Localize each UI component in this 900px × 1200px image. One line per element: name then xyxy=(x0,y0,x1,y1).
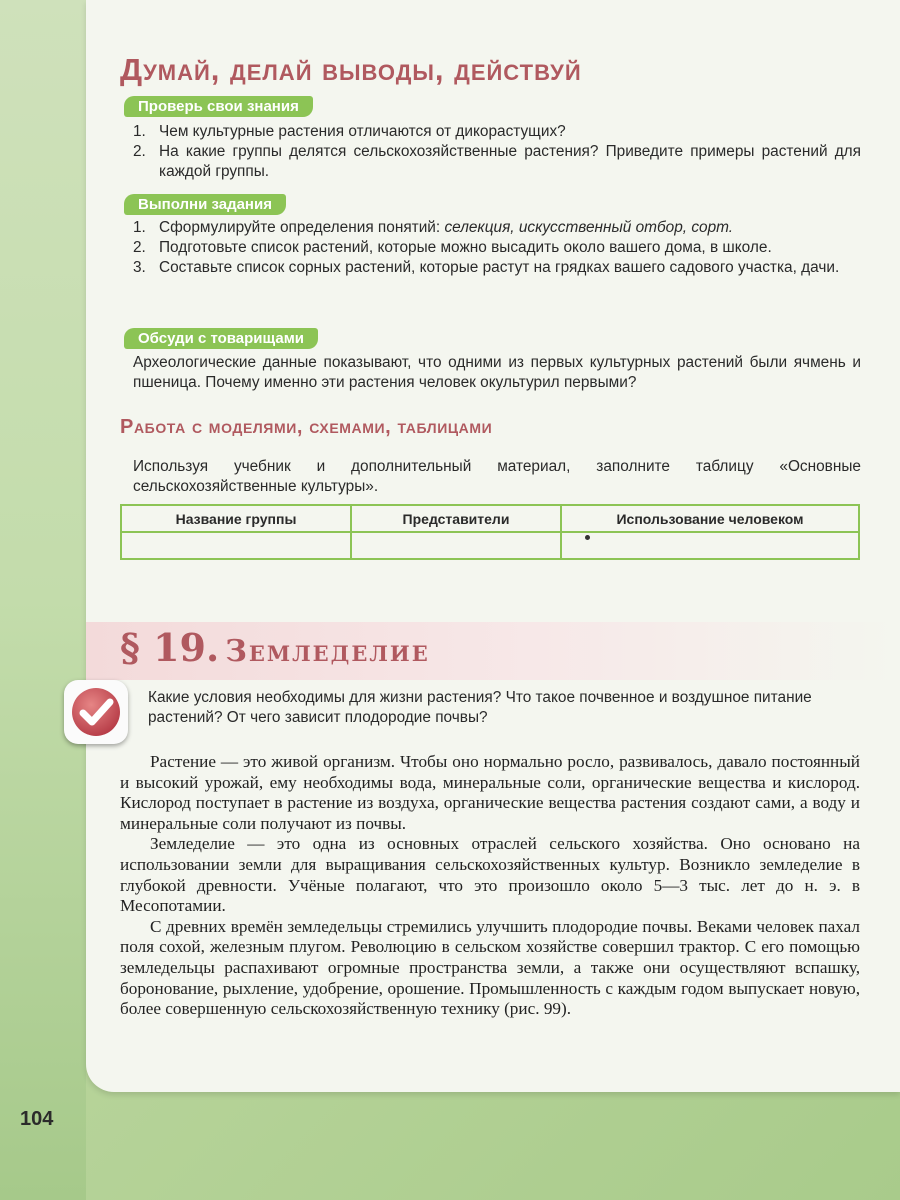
list-item: 2. Подготовьте список растений, которые можно высадить около вашего дома, в школе. xyxy=(133,239,772,256)
intro-questions: Какие условия необходимы для жизни растения? Что такое почвенное и воздушное питание растений? От чего зависит плодородие почвы? xyxy=(148,689,812,726)
body-paragraph: Земледелие — это одна из основных отраслей сельского хозяйства. Оно основано на использовании земли для выращивания сельскохозяйственных культур. Возникло земледелие в глубокой древности. Учёные полагают, что это произошло около 5—3 тыс. лет до н. э. в Месопотамии. xyxy=(120,834,860,916)
list-item: 1. Сформулируйте определения понятий: селекция, искусственный отбор, сорт. xyxy=(133,219,734,236)
tag-check-knowledge: Проверь свои знания xyxy=(124,96,313,117)
table-cell xyxy=(351,532,561,559)
tag-discuss: Обсуди с товарищами xyxy=(124,328,318,349)
models-instruction: Используя учебник и дополнительный материал, заполните таблицу «Основные сельскохозяйственные культуры». xyxy=(133,458,861,495)
tag-do-tasks: Выполни задания xyxy=(124,194,286,215)
ink-dot xyxy=(585,535,590,540)
list-item: 1. Чем культурные растения отличаются от дикорастущих? xyxy=(133,123,566,140)
paragraph-title xyxy=(120,625,430,670)
check-knowledge-list xyxy=(133,122,861,182)
list-item: 2. На какие группы делятся сельскохозяйственные растения? Приведите примеры растений для каждой группы. xyxy=(133,143,861,180)
page-background-strip xyxy=(0,0,86,1200)
list-item: 3. Составьте список сорных растений, которые растут на грядках вашего садового участка, дачи. xyxy=(133,259,840,276)
section-title-think: Думай, делай выводы, действуй xyxy=(120,52,582,87)
table-header-cell: Использование человеком xyxy=(561,505,859,532)
paragraph-body xyxy=(120,752,860,1020)
page-number: 104 xyxy=(20,1108,54,1130)
checkmark-icon-graphic xyxy=(70,686,122,738)
paragraph-number: § 19. xyxy=(120,625,220,670)
paragraph-name: Земледелие xyxy=(225,634,430,669)
fill-in-table xyxy=(120,504,860,560)
table-cell xyxy=(121,532,351,559)
body-paragraph: Растение — это живой организм. Чтобы оно нормально росло, развивалось, давало постоянный и высокий урожай, ему необходимы вода, минеральные соли, органические вещества и кислород. Кислород поступает в растение из воздуха, органические вещества растения создают сами, а воду и минеральные соли получают из почвы. xyxy=(120,752,860,833)
table-header-cell: Представители xyxy=(351,505,561,532)
discuss-text: Археологические данные показывают, что одними из первых культурных растений были ячмень и пшеница. Почему именно эти растения человек окультурил первыми? xyxy=(133,354,861,391)
body-paragraph: С древних времён земледельцы стремились улучшить плодородие почвы. Веками человек пахал поля сохой, железным плугом. Революцию в сельском хозяйстве совершил трактор. С его помощью земледельцы распахивают огромные пространства земли, а также они осуществляют вспашку, боронование, рыхление, удобрение, орошение. Промышленность с каждым годом выпускает новую, более совершенную сельскохозяйственную технику (рис. 99). xyxy=(120,916,860,1019)
table-header-cell: Название группы xyxy=(121,505,351,532)
section-title-models: Работа с моделями, схемами, таблицами xyxy=(120,416,493,438)
table-row xyxy=(121,532,859,559)
table-cell xyxy=(561,532,859,559)
table-header-row xyxy=(121,505,859,532)
tasks-list xyxy=(133,218,861,278)
checkmark-icon xyxy=(64,680,128,744)
